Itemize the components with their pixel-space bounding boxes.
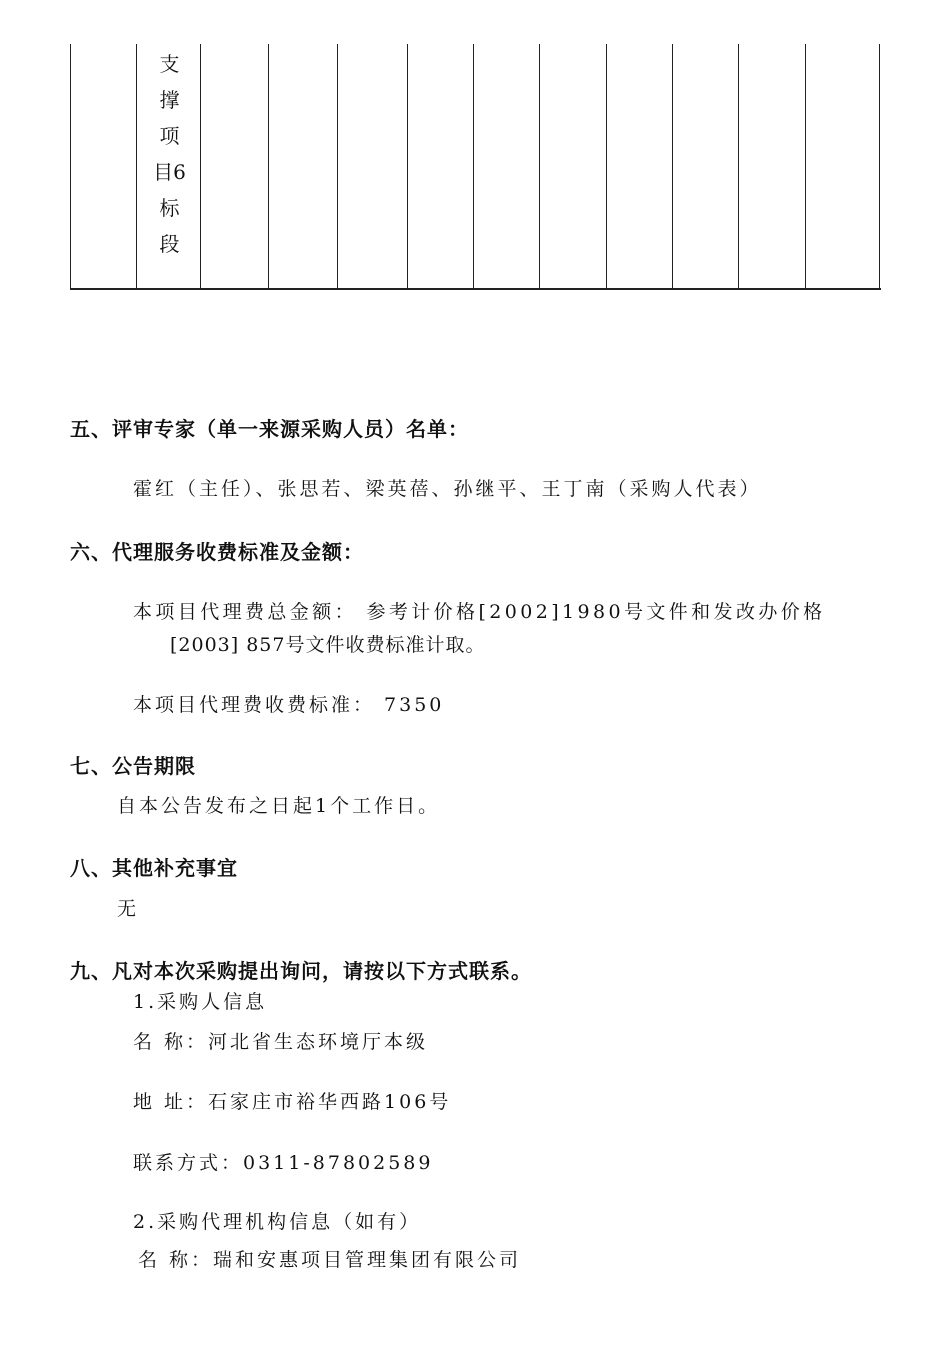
agency-fee-total-line1: 本项目代理费总金额： 参考计价格[2002]1980号文件和发改办价格 — [133, 601, 826, 623]
agency-info-title: 2.采购代理机构信息（如有） — [133, 1211, 422, 1233]
table-column-divider — [337, 44, 338, 288]
supplementary-text: 无 — [117, 898, 140, 920]
section-7-heading: 七、公告期限 — [70, 754, 196, 778]
review-experts-list: 霍红（主任）、张思若、梁英蓓、孙继平、王丁南（采购人代表） — [133, 478, 762, 500]
section-6-heading: 六、代理服务收费标准及金额： — [70, 540, 364, 564]
agency-name: 名 称：瑞和安惠项目管理集团有限公司 — [138, 1249, 522, 1271]
agency-fee-total-line2: [2003] 857号文件收费标准计取。 — [170, 634, 486, 656]
section-9-heading: 九、凡对本次采购提出询问，请按以下方式联系。 — [70, 959, 532, 983]
table-border-right — [879, 44, 880, 288]
section-5-heading: 五、评审专家（单一来源采购人员）名单： — [70, 417, 469, 441]
table-column-divider — [738, 44, 739, 288]
purchaser-contact: 联系方式：0311-87802589 — [133, 1152, 434, 1174]
table-column-divider — [672, 44, 673, 288]
table-cell-char: 段 — [159, 232, 180, 256]
purchaser-info-title: 1.采购人信息 — [133, 991, 268, 1013]
table-border-left — [70, 44, 71, 288]
table-cell-char: 支 — [159, 52, 180, 76]
table-column-divider — [407, 44, 408, 288]
table-column-divider — [539, 44, 540, 288]
table-cell-char: 项 — [159, 124, 180, 148]
section-8-heading: 八、其他补充事宜 — [70, 856, 238, 880]
table-cell-char: 撑 — [159, 88, 180, 112]
table-cell-char: 标 — [159, 196, 180, 220]
table-column-divider — [268, 44, 269, 288]
purchaser-address: 地 址：石家庄市裕华西路106号 — [133, 1091, 452, 1113]
table-column-divider — [136, 44, 137, 288]
announcement-period-text: 自本公告发布之日起1个工作日。 — [117, 795, 441, 817]
table-column-divider — [473, 44, 474, 288]
table-cell-char: 目6 — [153, 160, 186, 184]
agency-fee-standard: 本项目代理费收费标准： 7350 — [133, 694, 445, 716]
table-column-divider — [805, 44, 806, 288]
purchaser-name: 名 称：河北省生态环境厅本级 — [133, 1031, 429, 1053]
table-cell-project-name — [138, 46, 201, 262]
table-column-divider — [606, 44, 607, 288]
